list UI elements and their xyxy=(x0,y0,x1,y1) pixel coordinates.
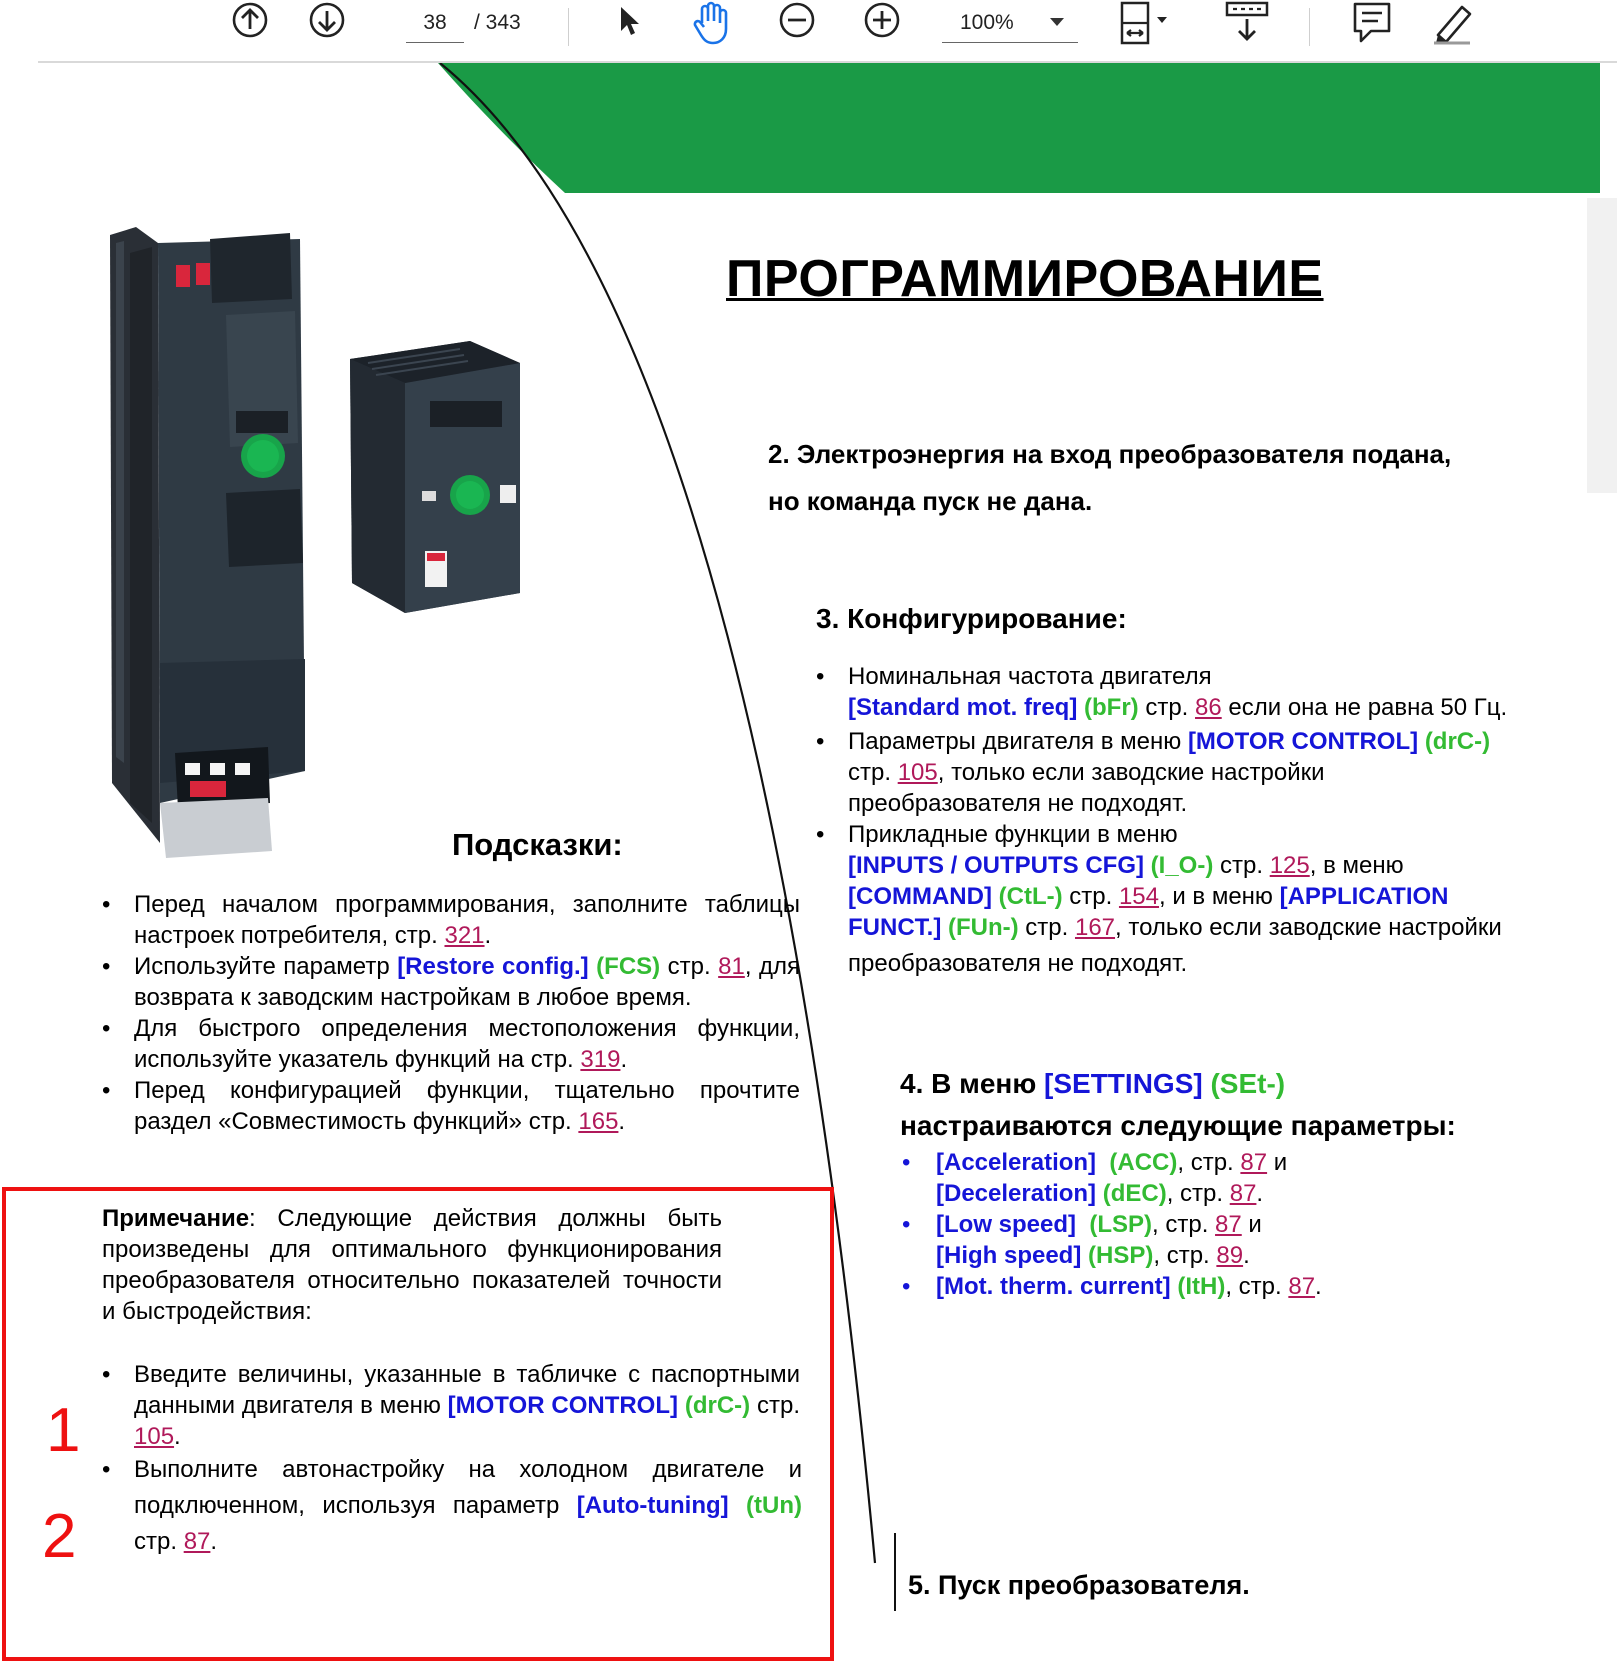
text-fragment: , только если заводские настройки xyxy=(937,759,1325,786)
text-fragment: , стр. xyxy=(1166,1180,1230,1207)
page-number-input[interactable]: 38 xyxy=(406,4,464,43)
list-item xyxy=(816,661,1596,723)
text-fragment: , стр. xyxy=(1153,1242,1217,1269)
text-fragment: : Следующие действия должны быть произведены для оптимального функционирования преобразователя относительно показателей точности и быстродействия: xyxy=(102,1205,722,1325)
param-name: [Restore config.] xyxy=(397,953,589,980)
chevron-down-icon xyxy=(1050,18,1064,26)
list-item xyxy=(102,951,800,1013)
arrow-down-circle-icon[interactable] xyxy=(305,0,349,40)
text-fragment: Параметры двигателя в меню xyxy=(848,728,1188,755)
list-item: • [Mot. therm. current] (ItH), стр. 87. xyxy=(902,1271,1462,1302)
page-link[interactable]: 89 xyxy=(1216,1242,1244,1269)
param-name: [High speed] xyxy=(936,1242,1082,1269)
page-link[interactable]: 87 xyxy=(1288,1273,1316,1300)
param-code: (LSP) xyxy=(1089,1211,1153,1238)
text-fragment: Перед началом программирования, заполните таблицы настроек потребителя, стр. xyxy=(134,891,800,949)
comment-icon[interactable] xyxy=(1349,0,1395,46)
step-2-line-2: но команда пуск не дана. xyxy=(768,486,1093,516)
list-item: • Для быстрого определения местоположения функции, используйте указатель функций на стр. 319. xyxy=(102,1013,800,1075)
pdf-toolbar xyxy=(0,0,1617,62)
param-code: (SEt-) xyxy=(1210,1068,1286,1099)
param-code: (FUn-) xyxy=(948,914,1019,941)
param-code: (dEC) xyxy=(1102,1180,1167,1207)
param-code: (tUn) xyxy=(746,1492,802,1519)
text-fragment: Введите величины, указанные в табличке с паспортными данными двигателя в меню xyxy=(134,1361,800,1419)
list-item: • Введите величины, указанные в табличке с паспортными данными двигателя в меню [MOTOR CONTROL] (drC-) стр. 105. xyxy=(102,1359,800,1452)
page-total: / 343 xyxy=(474,11,521,34)
text-fragment: преобразователя не подходят. xyxy=(848,950,1188,977)
text-fragment: стр. xyxy=(1062,883,1119,910)
text-fragment: стр. xyxy=(1213,852,1270,879)
param-name: [Deceleration] xyxy=(936,1180,1097,1207)
page-link[interactable]: 87 xyxy=(1240,1149,1268,1176)
pointer-arrow-icon[interactable] xyxy=(612,0,648,42)
list-item: • Выполните автонастройку на холодном двигателе и подключенном, используя параметр [Auto-tuning] (tUn) стр. 87. xyxy=(102,1452,802,1560)
page-link[interactable]: 105 xyxy=(897,759,938,786)
page-link[interactable]: 319 xyxy=(580,1046,621,1073)
text-fragment: стр. xyxy=(660,953,719,980)
text-fragment: если она не равна 50 Гц. xyxy=(1221,694,1508,721)
text-fragment: стр. xyxy=(134,1528,184,1555)
param-name: [COMMAND] xyxy=(848,883,992,910)
text-fragment: и xyxy=(1241,1211,1262,1238)
hints-heading: Подсказки: xyxy=(452,827,623,862)
text-fragment: , стр. xyxy=(1177,1149,1241,1176)
step-4-heading xyxy=(900,1063,1456,1147)
page-link[interactable]: 167 xyxy=(1074,914,1116,941)
text-fragment: , только если заводские настройки xyxy=(1115,914,1502,941)
step-2-line-1: 2. Электроэнергия на вход преобразователя подана, xyxy=(768,439,1452,469)
param-name: [APPLICATION xyxy=(1279,883,1449,910)
zoom-in-icon[interactable] xyxy=(860,0,904,40)
list-item xyxy=(816,726,1596,819)
param-name: [Auto-tuning] xyxy=(576,1492,729,1519)
param-name: FUNCT.] xyxy=(848,914,942,941)
toolbar-divider xyxy=(1309,8,1310,46)
text-fragment: настраиваются следующие параметры: xyxy=(900,1110,1456,1141)
text-fragment: стр. xyxy=(1018,914,1075,941)
zoom-select[interactable] xyxy=(942,4,1078,43)
toolbar-divider xyxy=(568,8,569,46)
param-name: [SETTINGS] xyxy=(1044,1068,1203,1099)
page-link[interactable]: 87 xyxy=(1215,1211,1242,1238)
text-fragment: , стр. xyxy=(1225,1273,1289,1300)
param-code: (FCS) xyxy=(596,953,661,980)
page-fit-icon[interactable] xyxy=(1118,0,1174,46)
text-fragment: Перед конфигурацией функции, тщательно прочтите раздел «Совместимость функций» стр. xyxy=(134,1077,800,1135)
text-fragment: Выполните автонастройку на холодном двигателе и подключенном, используя параметр xyxy=(134,1456,802,1519)
param-name: [Standard mot. freq] xyxy=(848,694,1078,721)
param-name: [Low speed] xyxy=(936,1211,1077,1238)
text-fragment: и xyxy=(1267,1149,1288,1176)
page-link[interactable]: 165 xyxy=(578,1108,619,1135)
right-page-edge xyxy=(1587,198,1617,493)
annotation-mark-2: 2 xyxy=(42,1502,77,1571)
step-3-list xyxy=(816,661,1596,979)
param-name: [MOTOR CONTROL] xyxy=(1187,728,1419,755)
pen-icon[interactable] xyxy=(1428,0,1480,46)
list-item: • [Acceleration] (ACC), стр. 87 и [Deceleration] (dEC), стр. 87. xyxy=(902,1147,1462,1209)
param-name: [INPUTS / OUTPUTS CFG] xyxy=(848,852,1144,879)
list-item-text: Номинальная частота двигателя xyxy=(848,663,1212,690)
list-item xyxy=(816,819,1596,979)
param-code: (bFr) xyxy=(1084,694,1139,721)
page-link[interactable]: 154 xyxy=(1118,883,1159,910)
param-code: (CtL-) xyxy=(998,883,1063,910)
list-item: • Перед началом программирования, заполните таблицы настроек потребителя, стр. 321. xyxy=(102,889,800,951)
param-code: (drC-) xyxy=(1424,728,1491,755)
param-name: [MOTOR CONTROL] xyxy=(447,1392,679,1419)
step-2 xyxy=(768,431,1451,525)
step-3-heading: 3. Конфигурирование: xyxy=(816,603,1127,634)
text-fragment: • Прикладные функции в меню xyxy=(848,821,1178,848)
text-fragment: , в меню xyxy=(1309,852,1404,879)
page-link[interactable]: 87 xyxy=(1229,1180,1257,1207)
param-code: (HSP) xyxy=(1088,1242,1154,1269)
text-fragment: преобразователя не подходят. xyxy=(848,790,1188,817)
param-code: (ItH) xyxy=(1177,1273,1226,1300)
page-link[interactable]: 87 xyxy=(183,1528,211,1555)
arrow-up-circle-icon[interactable] xyxy=(228,0,272,40)
param-name: [Mot. therm. current] xyxy=(936,1273,1171,1300)
text-fragment: Используйте параметр xyxy=(134,953,398,980)
green-header-band xyxy=(438,63,1600,193)
param-code: (I_O-) xyxy=(1150,852,1214,879)
text-fragment: стр. xyxy=(750,1392,800,1419)
note-paragraph xyxy=(102,1203,722,1327)
page-link[interactable]: 125 xyxy=(1269,852,1310,879)
page-link[interactable]: 105 xyxy=(134,1423,175,1450)
text-fragment: , и в меню xyxy=(1159,883,1280,910)
text-fragment: стр. xyxy=(848,759,898,786)
text-fragment: , для возврата к заводским настройкам в любое время. xyxy=(134,953,800,1011)
list-item: • [Low speed] (LSP), стр. 87 и [High speed] (HSP), стр. 89. xyxy=(902,1209,1462,1271)
step-5: 5. Пуск преобразователя. xyxy=(908,1570,1250,1600)
note-label: Примечание xyxy=(102,1205,250,1232)
annotation-mark-1: 1 xyxy=(46,1396,81,1465)
text-fragment: 4. В меню xyxy=(900,1068,1045,1099)
page-link[interactable]: 86 xyxy=(1195,694,1222,721)
param-code: (drC-) xyxy=(684,1392,751,1419)
param-code: (ACC) xyxy=(1109,1149,1178,1176)
text-fragment: , стр. xyxy=(1152,1211,1216,1238)
step-4-list xyxy=(902,1147,1462,1302)
page-title: ПРОГРАММИРОВАНИЕ xyxy=(726,250,1324,308)
param-name: [Acceleration] xyxy=(936,1149,1097,1176)
zoom-value: 100% xyxy=(960,11,1014,34)
page-link[interactable]: 321 xyxy=(444,922,485,949)
scroll-mode-icon[interactable] xyxy=(1222,0,1272,46)
text-fragment: Для быстрого определения местоположения функции, используйте указатель функций на стр. xyxy=(134,1015,800,1073)
drive-photo-tall xyxy=(110,227,305,858)
page-link[interactable]: 81 xyxy=(718,953,745,980)
hand-icon[interactable] xyxy=(688,0,734,46)
hints-list xyxy=(102,889,800,1137)
list-item: • Перед конфигурацией функции, тщательно прочтите раздел «Совместимость функций» стр. 165. xyxy=(102,1075,800,1137)
text-fragment: стр. xyxy=(1138,694,1196,721)
pdf-page xyxy=(0,63,1617,1666)
note-list xyxy=(102,1359,800,1560)
zoom-out-icon[interactable] xyxy=(775,0,819,40)
drive-photo-small xyxy=(350,341,520,613)
